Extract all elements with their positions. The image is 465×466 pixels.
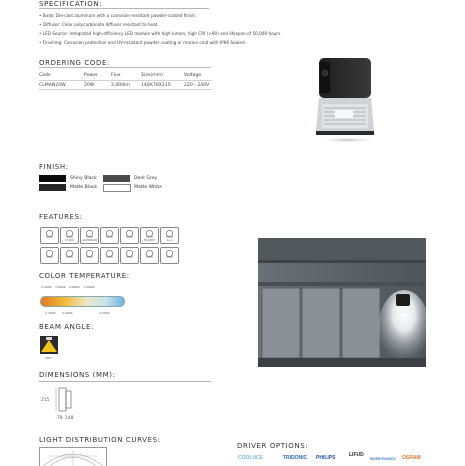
table-row [39,81,212,90]
finish-label-dark-grey: Dark Grey [134,176,158,181]
color-temp-gradient-bar [40,296,125,307]
spec-line-diffuser: • Diffuser: Clear polycarbonate diffuser resistant to heat. [39,22,159,27]
color-temp-tick-4500: 4,500K [99,311,110,315]
light-distribution-chart [39,447,107,466]
ordering-title: ORDERING CODE: [39,59,110,67]
driver-logo-osram: OSRAM [402,455,421,461]
installation-photo [258,238,426,367]
driver-logo-cooluce: COOLUCE [238,455,263,461]
finish-swatch-matte-white [103,184,131,192]
driver-options-title: DRIVER OPTIONS: [237,442,309,450]
feature-label: 50,000H [143,239,156,242]
finish-swatch-dark-grey [103,175,130,182]
aluminum-body-icon [80,227,99,244]
ordering-cell-voltage: 220 - 240V [184,81,212,90]
color-temp-tick-3000: 3,000K [55,285,66,289]
color-temp-title: COLOR TEMPERATURE: [39,272,130,280]
ordering-table [39,71,212,90]
color-temp-tick-2200: 2,200K [41,285,52,289]
spec-line-body: • Body: Die-cast aluminum with a corrosion-resistant powder-coated finish. [39,13,197,18]
beam-angle-value: 180° [45,356,53,360]
beam-angle-icon [40,336,58,354]
product-image [302,54,392,149]
finish-title: FINISH: [39,163,69,171]
finish-swatch-matte-black [39,184,66,191]
lifespan-icon [140,227,159,244]
ordering-cell-code: CLMAN20W [39,81,84,90]
finish-label-shiny-black: Shiny Black [70,176,97,181]
color-temp-tick-4000: 4,000K [69,285,80,289]
dimmable-icon [100,247,119,264]
spec-title: SPECIFICATION: [39,0,103,8]
ordering-header-voltage: Voltage [184,73,202,78]
color-temp-tick-3500: 3,500K [62,311,73,315]
energy-class-icon [160,227,179,244]
warranty-icon [160,247,179,264]
feature-label: A++ [166,239,173,242]
features-title: FEATURES: [39,213,83,221]
ordering-cell-flux: 2,000lm [111,81,141,90]
dimension-depth: 78 [57,416,63,421]
color-temp-tick-5000: 5,000K [84,285,95,289]
beam-icon [120,227,139,244]
ordering-header-size: Size(mm) [141,73,163,78]
feature-label: IP 100 [65,239,74,242]
ordering-header-code: Code [39,73,51,78]
ip66-icon [40,227,59,244]
dimensions-title: DIMENSIONS (MM): [39,371,116,379]
beam-angle-title: BEAM ANGLE: [39,323,95,331]
driver-icon [60,247,79,264]
ordering-header-power: Power [84,73,98,78]
ordering-header-flux: Flux [111,73,121,78]
finish-swatch-shiny-black [39,175,66,182]
light-distribution-title: LIGHT DISTRIBUTION CURVES: [39,436,161,444]
dimensions-rule [39,381,211,382]
feature-label: ALUMINIUM [82,239,97,242]
led-chip-icon [100,227,119,244]
driver-logo-lifud: LIFUD [349,452,364,458]
ip-rating-icon [60,227,79,244]
color-temp-tick-2700: 2,700K [45,311,56,315]
driver-logo-inventronics: INVENTRONICS [370,457,396,461]
surge-protection-icon [40,247,59,264]
driver-logo-philips: PHILIPS [316,455,336,461]
finish-label-matte-white: Matte White [134,185,163,190]
spec-rule [39,8,209,9]
ordering-rule [39,67,211,68]
spec-line-led: • LED Source: Integrated high-efficiency LED module with high lumen, high CRI (>90) and lifespan of 50,000 hours. [39,31,282,36]
driver-logo-tridonic: TRIDONIC [283,455,308,461]
spec-line-finishing: • Finishing: Corrosion protection and UV-resistant powder coating or marine coat with IP66 Sealed. [39,40,246,45]
finish-label-matte-black: Matte Black [70,185,98,190]
ordering-cell-power: 20W [84,81,111,90]
ordering-cell-size: 148X78X215 [141,81,184,90]
flicker-free-icon [80,247,99,264]
dimension-side-drawing [55,387,75,413]
wall-mount-icon [120,247,139,264]
dimension-height: 215 [41,398,50,403]
dimension-width: 148 [65,416,74,421]
uv-resistant-icon [140,247,159,264]
